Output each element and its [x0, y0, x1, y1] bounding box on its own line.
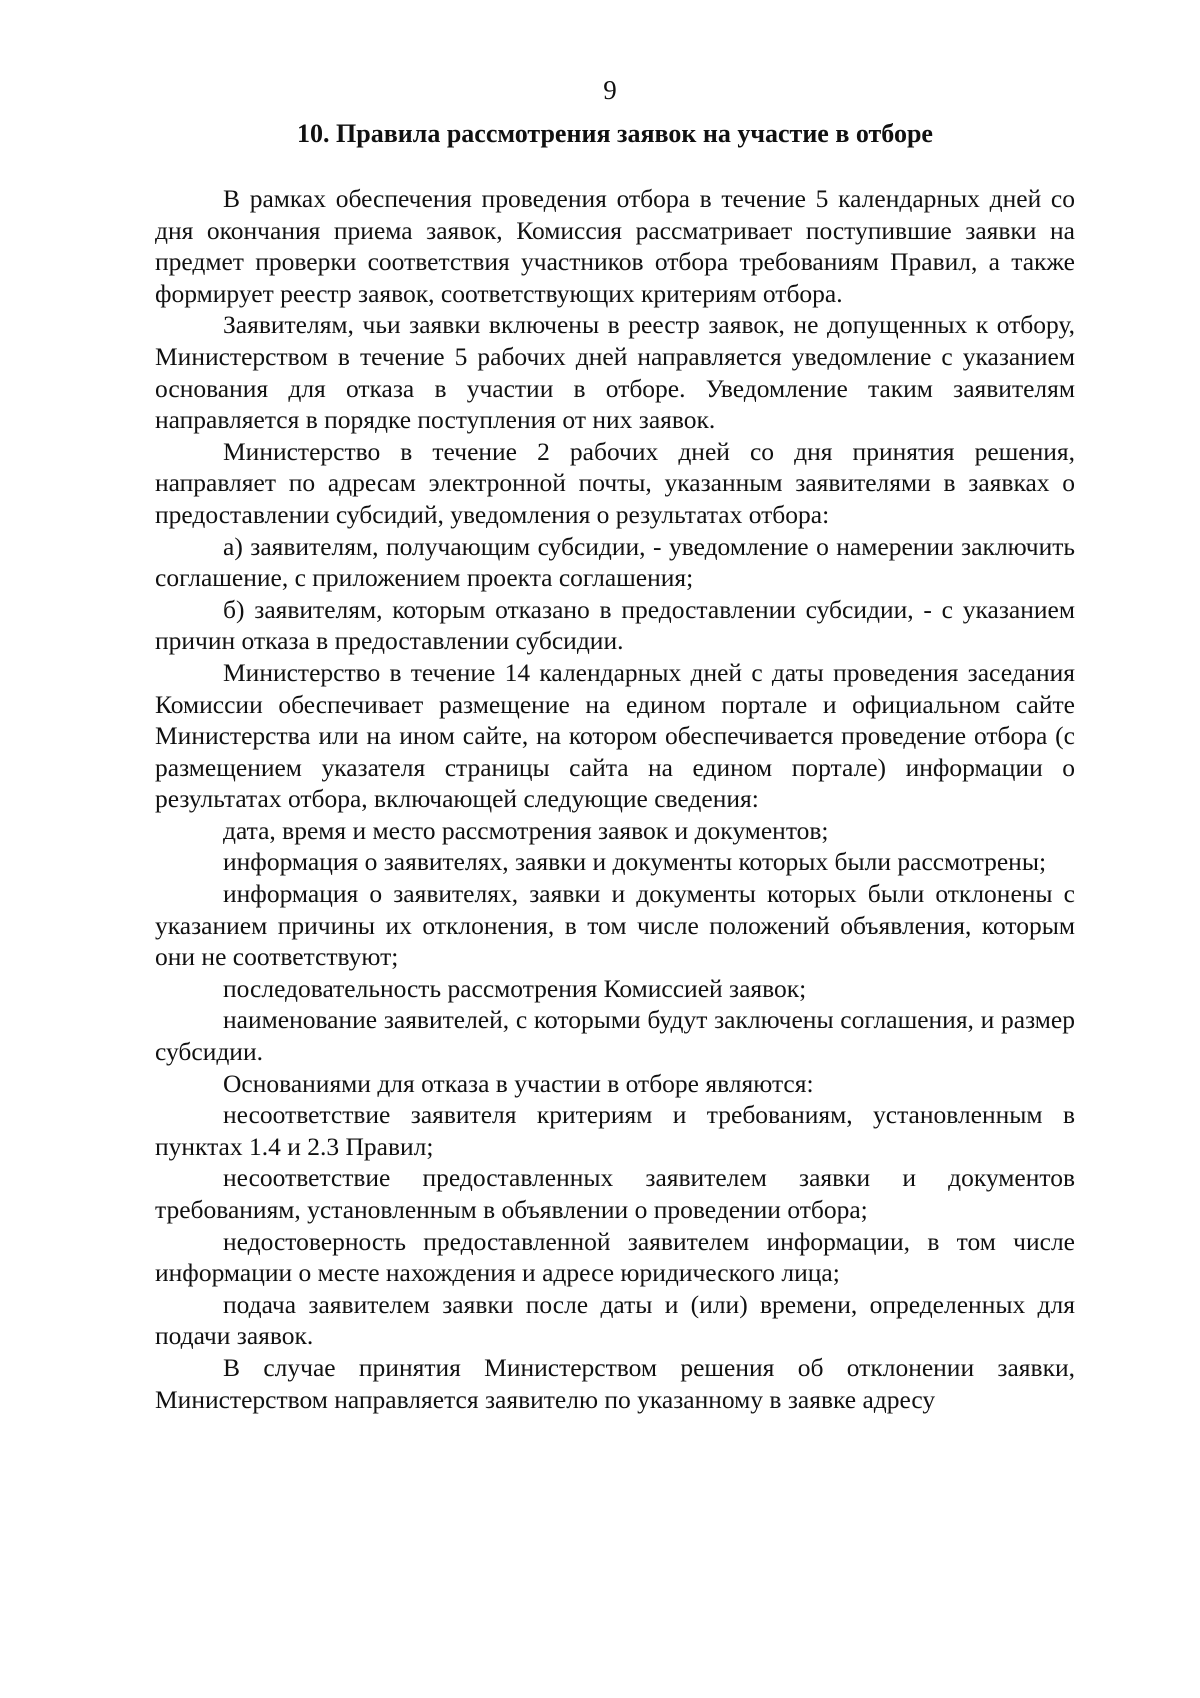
document-body: [155, 183, 1075, 1415]
publication-item-rejected: информация о заявителях, заявки и документы которых были отклонены с указанием причины их отклонения, в том числе положений объявления, которым они не соответствуют;: [155, 879, 1075, 972]
ground-item-unreliable-info: недостоверность предоставленной заявителем информации, в том числе информации о месте нахождения и адресе юридического лица;: [155, 1226, 1075, 1288]
paragraph-results-publication: Министерство в течение 14 календарных дней с даты проведения заседания Комиссии обеспечивает размещение на едином портале и официальном сайте Министерства или на ином сайте, на котором обеспечивается проведение отбора (с размещением указателя страницы сайта на едином портале) информации о результатах отбора, включающей следующие сведения:: [155, 657, 1075, 814]
publication-item-winners: наименование заявителей, с которыми будут заключены соглашения, и размер субсидии.: [155, 1005, 1075, 1067]
page-number: 9: [603, 75, 617, 105]
ground-item-criteria: несоответствие заявителя критериям и требованиям, установленным в пунктах 1.4 и 2.3 Правил;: [155, 1100, 1075, 1161]
paragraph-rejection-decision: В случае принятия Министерством решения об отклонении заявки, Министерством направляется заявителю по указанному в заявке адресу: [155, 1352, 1075, 1414]
ground-item-documents: несоответствие предоставленных заявителем заявки и документов требованиям, установленным в объявлении о проведении отбора;: [155, 1163, 1075, 1224]
paragraph-rejection-notice: Заявителям, чьи заявки включены в реестр заявок, не допущенных к отбору, Министерством в течение 5 рабочих дней направляется уведомление с указанием основания для отказа в участии в отборе. Уведомление таким заявителям направляется в порядке поступления от них заявок.: [155, 310, 1075, 435]
publication-item-reviewed: информация о заявителях, заявки и документы которых были рассмотрены;: [223, 847, 1047, 877]
paragraph-refusal-grounds: Основаниями для отказа в участии в отборе являются:: [223, 1068, 814, 1098]
publication-item-sequence: последовательность рассмотрения Комиссией заявок;: [223, 973, 807, 1003]
paragraph-results-notification: Министерство в течение 2 рабочих дней со дня принятия решения, направляет по адресам электронной почты, указанным заявителями в заявках о предоставлении субсидий, уведомления о результатах отбора:: [155, 436, 1075, 529]
list-item-a: а) заявителям, получающим субсидии, - уведомление о намерении заключить соглашение, с приложением проекта соглашения;: [155, 531, 1075, 593]
section-title: 10. Правила рассмотрения заявок на участие в отборе: [297, 119, 933, 148]
paragraph-review-period: В рамках обеспечения проведения отбора в течение 5 календарных дней со дня окончания приема заявок, Комиссия рассматривает поступившие заявки на предмет проверки соответствия участников отбора требованиям Правил, а также формирует реестр заявок, соответствующих критериям отбора.: [155, 184, 1075, 308]
list-item-b: б) заявителям, которым отказано в предоставлении субсидии, - с указанием причин отказа в предоставлении субсидии.: [155, 594, 1075, 656]
publication-item-date: дата, время и место рассмотрения заявок и документов;: [223, 815, 829, 845]
ground-item-late-submission: подача заявителем заявки после даты и (или) времени, определенных для подачи заявок.: [155, 1289, 1075, 1351]
